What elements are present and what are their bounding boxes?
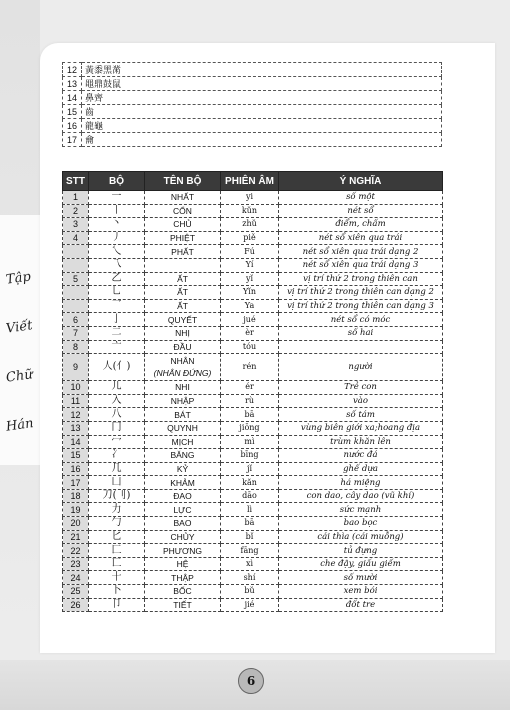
radical-name: ĐAO bbox=[145, 489, 221, 503]
row-number: 25 bbox=[63, 585, 89, 599]
row-number: 6 bbox=[63, 313, 89, 327]
row-number: 12 bbox=[63, 408, 89, 422]
pinyin: mì bbox=[221, 435, 279, 449]
meaning: nước đá bbox=[279, 449, 443, 463]
radical-glyph: 卩 bbox=[89, 598, 145, 612]
table-row bbox=[63, 245, 443, 259]
meaning: con dao, cây dao (vũ khí) bbox=[279, 489, 443, 503]
radical-name: THẬP bbox=[145, 571, 221, 585]
radical-name: TIẾT bbox=[145, 598, 221, 612]
table-row bbox=[63, 557, 443, 571]
radical-name bbox=[145, 354, 221, 381]
meaning: há miệng bbox=[279, 476, 443, 490]
radicals-table bbox=[62, 171, 443, 612]
row-number: 21 bbox=[63, 530, 89, 544]
pinyin: Yí bbox=[221, 258, 279, 272]
pinyin: jué bbox=[221, 313, 279, 327]
radical-name: MỊCH bbox=[145, 435, 221, 449]
radical-glyph: 勹 bbox=[89, 517, 145, 531]
row-number: 18 bbox=[63, 489, 89, 503]
radical-glyph: 丿 bbox=[89, 231, 145, 245]
pinyin: yi bbox=[221, 191, 279, 205]
pinyin: ér bbox=[221, 381, 279, 395]
radical-name: NHI bbox=[145, 381, 221, 395]
side-title-word: Viết bbox=[5, 318, 34, 337]
radical-glyph: 冂 bbox=[89, 421, 145, 435]
table-header-row bbox=[63, 172, 443, 191]
meaning: người bbox=[279, 354, 443, 381]
row-number bbox=[63, 286, 89, 300]
radical-group: 龠 bbox=[82, 133, 442, 147]
table-row bbox=[63, 476, 443, 490]
radical-name: NHỊ bbox=[145, 326, 221, 340]
table-row bbox=[63, 381, 443, 395]
row-number: 8 bbox=[63, 340, 89, 354]
row-number bbox=[63, 245, 89, 259]
row-number: 9 bbox=[63, 354, 89, 381]
row-number: 7 bbox=[63, 326, 89, 340]
row-number: 11 bbox=[63, 394, 89, 408]
table-row bbox=[63, 91, 442, 105]
meaning: đốt tre bbox=[279, 598, 443, 612]
row-number: 17 bbox=[63, 476, 89, 490]
row-number: 16 bbox=[63, 462, 89, 476]
meaning: vị trí thứ 2 trong thiên can dạng 3 bbox=[279, 299, 443, 313]
page-number: 6 bbox=[238, 668, 264, 694]
table-row bbox=[63, 119, 442, 133]
radical-glyph: 丨 bbox=[89, 204, 145, 218]
header-phien-am: PHIÊN ÂM bbox=[221, 172, 279, 191]
meaning: tủ đựng bbox=[279, 544, 443, 558]
meaning: vị trí thứ 2 trong thiên can bbox=[279, 272, 443, 286]
meaning: bao bọc bbox=[279, 517, 443, 531]
meaning: số hai bbox=[279, 326, 443, 340]
header-ten-bo: TÊN BỘ bbox=[145, 172, 221, 191]
radical-name: PHƯƠNG bbox=[145, 544, 221, 558]
table-row bbox=[63, 313, 443, 327]
radical-glyph: 乁 bbox=[89, 258, 145, 272]
table-row bbox=[63, 272, 443, 286]
row-number: 13 bbox=[63, 421, 89, 435]
pinyin: xì bbox=[221, 557, 279, 571]
row-number bbox=[63, 258, 89, 272]
row-number: 4 bbox=[63, 231, 89, 245]
row-number: 16 bbox=[63, 119, 82, 133]
row-number: 12 bbox=[63, 63, 82, 77]
radical-glyph: 力 bbox=[89, 503, 145, 517]
meaning bbox=[279, 340, 443, 354]
meaning: nét sổ bbox=[279, 204, 443, 218]
radical-name: KỶ bbox=[145, 462, 221, 476]
meaning: điểm, chấm bbox=[279, 218, 443, 232]
pinyin: jĭ bbox=[221, 462, 279, 476]
row-number: 5 bbox=[63, 272, 89, 286]
pinyin: dāo bbox=[221, 489, 279, 503]
radical-glyph: 乛 bbox=[89, 299, 145, 313]
radical-glyph: 几 bbox=[89, 462, 145, 476]
table-row bbox=[63, 503, 443, 517]
pinyin: lì bbox=[221, 503, 279, 517]
radical-glyph: 人(亻) bbox=[89, 354, 145, 381]
pinyin: rù bbox=[221, 394, 279, 408]
radicals-continuation-table bbox=[62, 62, 442, 147]
radical-glyph: 冖 bbox=[89, 435, 145, 449]
meaning: nét sổ xiên qua trái dạng 2 bbox=[279, 245, 443, 259]
radical-name: NHẤT bbox=[145, 191, 221, 205]
table-row bbox=[63, 408, 443, 422]
radical-name: KHẢM bbox=[145, 476, 221, 490]
row-number: 17 bbox=[63, 133, 82, 147]
table-row bbox=[63, 204, 443, 218]
pinyin: Fú bbox=[221, 245, 279, 259]
radical-name: HỆ bbox=[145, 557, 221, 571]
meaning: nét sổ xiên qua trái dạng 3 bbox=[279, 258, 443, 272]
pinyin: Yĭn bbox=[221, 286, 279, 300]
radical-name: BỐC bbox=[145, 585, 221, 599]
row-number: 24 bbox=[63, 571, 89, 585]
radical-name-main: NHÂN bbox=[170, 356, 195, 367]
table-row bbox=[63, 133, 442, 147]
pinyin: kăn bbox=[221, 476, 279, 490]
row-number: 20 bbox=[63, 517, 89, 531]
row-number: 10 bbox=[63, 381, 89, 395]
row-number: 26 bbox=[63, 598, 89, 612]
table-row bbox=[63, 598, 443, 612]
radical-name-alt: (NHÂN ĐỨNG) bbox=[153, 368, 212, 379]
radical-glyph: 匕 bbox=[89, 530, 145, 544]
radical-name: ẤT bbox=[145, 299, 221, 313]
radical-glyph: 十 bbox=[89, 571, 145, 585]
meaning: vị trí thứ 2 trong thiên can dạng 2 bbox=[279, 286, 443, 300]
table-row bbox=[63, 299, 443, 313]
header-y-nghia: Ý NGHĨA bbox=[279, 172, 443, 191]
table-row bbox=[63, 571, 443, 585]
header-stt: STT bbox=[63, 172, 89, 191]
meaning: sức mạnh bbox=[279, 503, 443, 517]
table-row bbox=[63, 530, 443, 544]
row-number: 2 bbox=[63, 204, 89, 218]
row-number: 15 bbox=[63, 449, 89, 463]
row-number: 23 bbox=[63, 557, 89, 571]
pinyin: tóu bbox=[221, 340, 279, 354]
meaning: vào bbox=[279, 394, 443, 408]
row-number: 14 bbox=[63, 91, 82, 105]
row-number: 14 bbox=[63, 435, 89, 449]
meaning: số mười bbox=[279, 571, 443, 585]
radical-name: ẤT bbox=[145, 286, 221, 300]
table-row bbox=[63, 544, 443, 558]
radical-name: BÁT bbox=[145, 408, 221, 422]
row-number: 22 bbox=[63, 544, 89, 558]
radical-group: 黽鼎鼓鼠 bbox=[82, 77, 442, 91]
meaning: nét sổ xiên qua trái bbox=[279, 231, 443, 245]
radical-name: CHỦ bbox=[145, 218, 221, 232]
table-row bbox=[63, 517, 443, 531]
radical-glyph: 匚 bbox=[89, 544, 145, 558]
radical-group: 龍龜 bbox=[82, 119, 442, 133]
table-row bbox=[63, 286, 443, 300]
table-row bbox=[63, 394, 443, 408]
row-number: 19 bbox=[63, 503, 89, 517]
radical-name: QUYẾT bbox=[145, 313, 221, 327]
pinyin: rén bbox=[221, 354, 279, 381]
pinyin: kŭn bbox=[221, 204, 279, 218]
table-row bbox=[63, 449, 443, 463]
table-row bbox=[63, 231, 443, 245]
table-row bbox=[63, 421, 443, 435]
radical-glyph: 卜 bbox=[89, 585, 145, 599]
pinyin: èr bbox=[221, 326, 279, 340]
pinyin: fāng bbox=[221, 544, 279, 558]
meaning: trùm khăn lên bbox=[279, 435, 443, 449]
table-row bbox=[63, 105, 442, 119]
radical-glyph: 乀 bbox=[89, 245, 145, 259]
pinyin: yĭ bbox=[221, 272, 279, 286]
pinyin: bĭ bbox=[221, 530, 279, 544]
table-row bbox=[63, 340, 443, 354]
table-row bbox=[63, 354, 443, 381]
radical-name: LỰC bbox=[145, 503, 221, 517]
radical-name: CHỦY bbox=[145, 530, 221, 544]
meaning: nét sổ có móc bbox=[279, 313, 443, 327]
meaning: số một bbox=[279, 191, 443, 205]
radical-name bbox=[145, 258, 221, 272]
table-row bbox=[63, 462, 443, 476]
side-title-word: Tập bbox=[5, 269, 32, 288]
meaning: cái thìa (cái muỗng) bbox=[279, 530, 443, 544]
radical-glyph: 儿 bbox=[89, 381, 145, 395]
pinyin: bŭ bbox=[221, 585, 279, 599]
pinyin: Ya bbox=[221, 299, 279, 313]
radical-group: 齒 bbox=[82, 105, 442, 119]
side-title-word: Chữ bbox=[5, 367, 34, 386]
radical-glyph: 凵 bbox=[89, 476, 145, 490]
radical-name: PHIỆT bbox=[145, 231, 221, 245]
radical-glyph: 丶 bbox=[89, 218, 145, 232]
meaning: Trẻ con bbox=[279, 381, 443, 395]
radical-glyph: 乙 bbox=[89, 272, 145, 286]
radical-group: 黃黍黑黹 bbox=[82, 63, 442, 77]
meaning: xem bói bbox=[279, 585, 443, 599]
row-number bbox=[63, 299, 89, 313]
radical-name: ĐẦU bbox=[145, 340, 221, 354]
pinyin: jié bbox=[221, 598, 279, 612]
radical-name: BĂNG bbox=[145, 449, 221, 463]
meaning: vùng biên giới xa;hoang địa bbox=[279, 421, 443, 435]
radical-glyph: 八 bbox=[89, 408, 145, 422]
side-title-word: Hán bbox=[5, 416, 35, 435]
radical-glyph: 亅 bbox=[89, 313, 145, 327]
radical-name: BAO bbox=[145, 517, 221, 531]
radical-glyph: 亠 bbox=[89, 340, 145, 354]
radical-name: ẤT bbox=[145, 272, 221, 286]
radical-name: CỔN bbox=[145, 204, 221, 218]
row-number: 3 bbox=[63, 218, 89, 232]
radical-glyph: 刀(刂) bbox=[89, 489, 145, 503]
pinyin: shí bbox=[221, 571, 279, 585]
table-row bbox=[63, 326, 443, 340]
table-row bbox=[63, 435, 443, 449]
radical-name: QUYNH bbox=[145, 421, 221, 435]
table-row bbox=[63, 191, 443, 205]
table-row bbox=[63, 77, 442, 91]
radical-glyph: 乚 bbox=[89, 286, 145, 300]
pinyin: bā bbox=[221, 408, 279, 422]
table-row bbox=[63, 489, 443, 503]
pinyin: jiōng bbox=[221, 421, 279, 435]
radical-glyph: 冫 bbox=[89, 449, 145, 463]
meaning: che đậy, giấu giếm bbox=[279, 557, 443, 571]
radical-glyph: 入 bbox=[89, 394, 145, 408]
radical-glyph: 一 bbox=[89, 191, 145, 205]
table-row bbox=[63, 258, 443, 272]
header-bo: BỘ bbox=[89, 172, 145, 191]
meaning: số tám bbox=[279, 408, 443, 422]
radical-glyph: 二 bbox=[89, 326, 145, 340]
pinyin: zhŭ bbox=[221, 218, 279, 232]
row-number: 1 bbox=[63, 191, 89, 205]
radical-glyph: 匸 bbox=[89, 557, 145, 571]
table-row bbox=[63, 63, 442, 77]
table-row bbox=[63, 218, 443, 232]
radical-name: PHẤT bbox=[145, 245, 221, 259]
radical-name: NHẬP bbox=[145, 394, 221, 408]
meaning: ghế dựa bbox=[279, 462, 443, 476]
radical-group: 鼻齊 bbox=[82, 91, 442, 105]
pinyin: bā bbox=[221, 517, 279, 531]
row-number: 13 bbox=[63, 77, 82, 91]
row-number: 15 bbox=[63, 105, 82, 119]
table-row bbox=[63, 585, 443, 599]
pinyin: bīng bbox=[221, 449, 279, 463]
pinyin: piě bbox=[221, 231, 279, 245]
